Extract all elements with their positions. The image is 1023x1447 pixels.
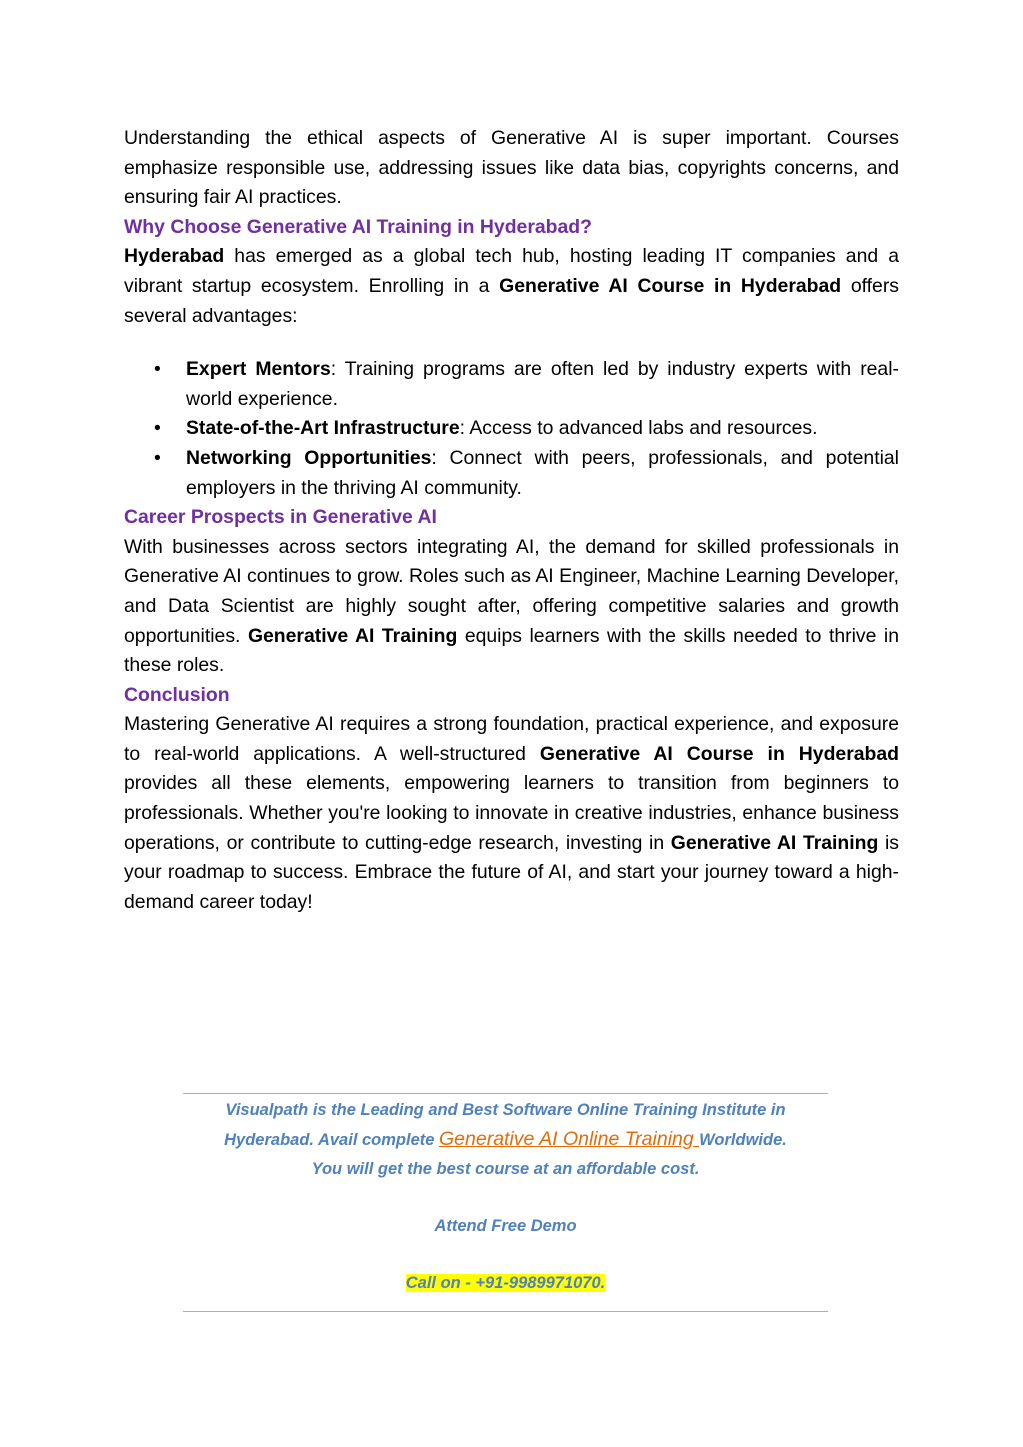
- why-text-1: has emerged as a global tech hub, hosting leading IT companies and a vibrant startup ecosystem. Enrolling in a: [124, 245, 899, 297]
- phone-number: Call on - +91-9989971070.: [405, 1274, 606, 1292]
- list-item: [124, 414, 899, 444]
- why-text-2: offers several advantages:: [124, 274, 899, 327]
- advantages-list: [124, 355, 899, 503]
- bullet-icon: •: [154, 358, 161, 381]
- bold-course-name: Generative AI Course in Hyderabad: [539, 742, 899, 765]
- career-text-1: With businesses across sectors integrating AI, the demand for skilled professionals in Generative AI continues to grow. Roles such as AI Engineer, Machine Learning Developer, and Data Scientist are highly sought after, offering competitive salaries and growth opportunities.: [124, 535, 899, 647]
- bullet-text: : Training programs are often led by industry experts with real-world experience.: [186, 358, 899, 410]
- bullet-text: : Access to advanced labs and resources.: [459, 417, 818, 440]
- bullet-text: : Connect with peers, professionals, and potential employers in the thriving AI community.: [186, 446, 899, 499]
- free-demo-text: Attend Free Demo: [434, 1217, 577, 1235]
- bold-hyderabad: Hyderabad: [124, 245, 225, 268]
- promo-line-2-tail: Worldwide.: [699, 1131, 787, 1149]
- intro-paragraph: Understanding the ethical aspects of Generative AI is super important. Courses emphasize responsible use, addressing issues like data bias, copyrights concerns, and ensuring fair AI practices.: [124, 127, 899, 209]
- bold-course-name: Generative AI Course in Hyderabad: [499, 274, 842, 297]
- conclusion-text-1: Mastering Generative AI requires a strong foundation, practical experience, and exposure to real-world applications. A well-structured: [124, 713, 899, 765]
- bold-training: Generative AI Training: [670, 831, 879, 854]
- promo-footer: [183, 1093, 828, 1312]
- career-paragraph: [124, 533, 899, 681]
- promo-line-2-text: Hyderabad. Avail complete: [224, 1131, 440, 1149]
- course-link[interactable]: Generative AI Online Training: [439, 1128, 700, 1150]
- bullet-title: Expert Mentors: [186, 358, 331, 381]
- conclusion-paragraph: [124, 710, 899, 917]
- document-body: [124, 124, 899, 917]
- bullet-icon: •: [154, 446, 161, 469]
- bullet-title: State-of-the-Art Infrastructure: [186, 417, 460, 440]
- promo-line-1: Visualpath is the Leading and Best Software Online Training Institute in: [225, 1101, 786, 1119]
- heading-why-choose: Why Choose Generative AI Training in Hyderabad?: [124, 215, 592, 238]
- promo-line-3: You will get the best course at an affordable cost.: [311, 1160, 700, 1178]
- bullet-title: Networking Opportunities: [186, 446, 432, 469]
- list-item: [124, 355, 899, 414]
- promo-line-2: [183, 1125, 828, 1155]
- bullet-icon: •: [154, 417, 161, 440]
- call-line: [183, 1269, 828, 1298]
- list-item: [124, 444, 899, 503]
- why-choose-paragraph: [124, 242, 899, 331]
- heading-conclusion: Conclusion: [124, 683, 230, 706]
- heading-career-prospects: Career Prospects in Generative AI: [124, 506, 437, 529]
- career-text-2: equips learners with the skills needed to thrive in these roles.: [124, 624, 899, 677]
- conclusion-text-2: provides all these elements, empowering learners to transition from beginners to professionals. Whether you're looking to innovate in creative industries, enhance business operations, or contribute to cutting-edge research, investing in: [124, 772, 899, 854]
- conclusion-text-3: is your roadmap to success. Embrace the future of AI, and start your journey toward a high-demand career today!: [124, 831, 899, 913]
- bold-training: Generative AI Training: [247, 624, 458, 647]
